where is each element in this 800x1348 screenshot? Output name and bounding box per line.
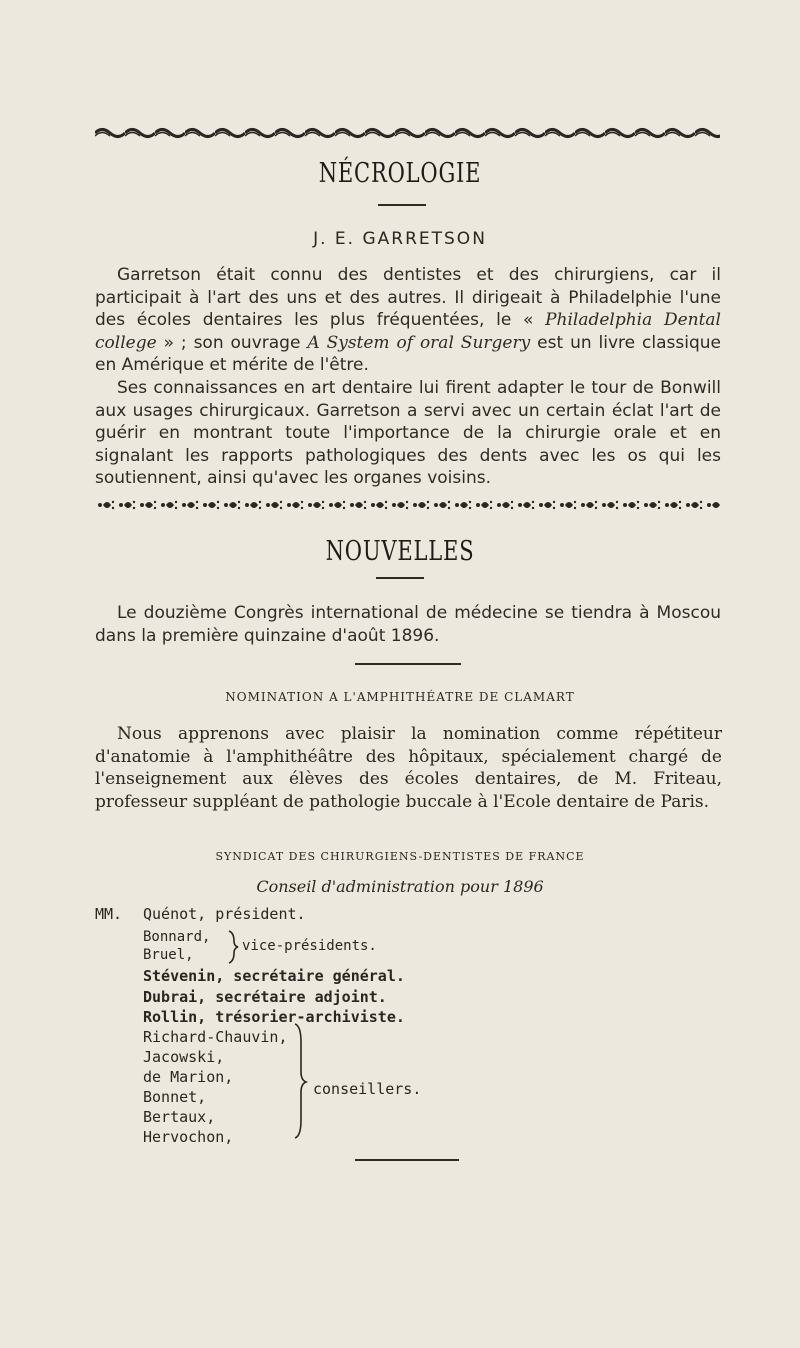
top-ornament bbox=[95, 125, 720, 141]
vice-president-2: Bruel, bbox=[143, 947, 194, 963]
secretaire-line: Stévenin, secrétaire général. bbox=[143, 967, 405, 985]
vice-presidents-label: vice-présidents. bbox=[242, 938, 377, 954]
necrologie-heading: NÉCROLOGIE bbox=[318, 158, 482, 189]
conseiller-3: de Marion, bbox=[143, 1068, 234, 1086]
conseillers-brace bbox=[292, 1022, 308, 1140]
syndicat-heading: SYNDICAT DES CHIRURGIENS-DENTISTES DE FRANCE bbox=[215, 850, 585, 863]
president-line: Quénot, président. bbox=[143, 905, 306, 923]
section-rule bbox=[355, 663, 461, 665]
conseiller-5: Bertaux, bbox=[143, 1108, 216, 1126]
necrologie-text bbox=[95, 264, 721, 490]
necrologie-paragraph-1: Garretson était connu des dentistes et des chirurgiens, car il participait à l'art des uns et des autres. Il dirigeait à Philadelphie l'une des écoles dentaires les plus fréquentées, le « Philadelphia Dental college » ; son ouvrage A System of oral Surgery est un livre classique en Amérique et mérite de l'être. bbox=[95, 265, 722, 376]
nomination-heading: NOMINATION A L'AMPHITHÉATRE DE CLAMART bbox=[225, 690, 575, 704]
heading-rule bbox=[378, 204, 426, 206]
necrologie-paragraph-2: Ses connaissances en art dentaire lui firent adapter le tour de Bonwill aux usages chirurgicaux. Garretson a servi avec un certain éclat l'art de guérir en montrant toute l'importance de la chirurgie orale et en signalant les rapports pathologiques des dents avec les os qui les soutiennent, ainsi qu'avec les organes voisins. bbox=[95, 377, 721, 489]
conseiller-2: Jacowski, bbox=[143, 1048, 225, 1066]
conseiller-6: Hervochon, bbox=[143, 1128, 234, 1146]
nomination-paragraph: Nous apprenons avec plaisir la nomination comme répétiteur d'anatomie à l'amphithéâtre des hôpitaux, spécialement chargé de l'enseignement aux élèves des écoles dentaires, de M. Friteau, professeur suppléant de pathologie buccale à l'Ecole dentaire de Paris. bbox=[95, 724, 722, 812]
nouvelles-heading: NOUVELLES bbox=[325, 536, 475, 567]
nouvelles-paragraph: Le douzième Congrès international de médecine se tiendra à Moscou dans la première quinzaine d'août 1896. bbox=[95, 603, 721, 646]
vice-president-1: Bonnard, bbox=[143, 929, 211, 945]
conseil-title: Conseil d'administration pour 1896 bbox=[256, 877, 544, 896]
heading-rule bbox=[376, 577, 424, 579]
nomination-text bbox=[95, 723, 722, 813]
conseiller-1: Richard-Chauvin, bbox=[143, 1028, 288, 1046]
conseillers-label: conseillers. bbox=[313, 1080, 422, 1098]
closing-rule bbox=[355, 1159, 459, 1161]
tresorier-line: Rollin, trésorier-archiviste. bbox=[143, 1008, 405, 1026]
nouvelles-text bbox=[95, 602, 721, 647]
vice-presidents-brace bbox=[226, 927, 240, 967]
necrologie-subject: J. E. GARRETSON bbox=[313, 229, 487, 249]
conseiller-4: Bonnet, bbox=[143, 1088, 207, 1106]
adjoint-line: Dubrai, secrétaire adjoint. bbox=[143, 988, 387, 1006]
middle-ornament bbox=[95, 498, 720, 512]
mm-label: MM. bbox=[95, 905, 123, 923]
